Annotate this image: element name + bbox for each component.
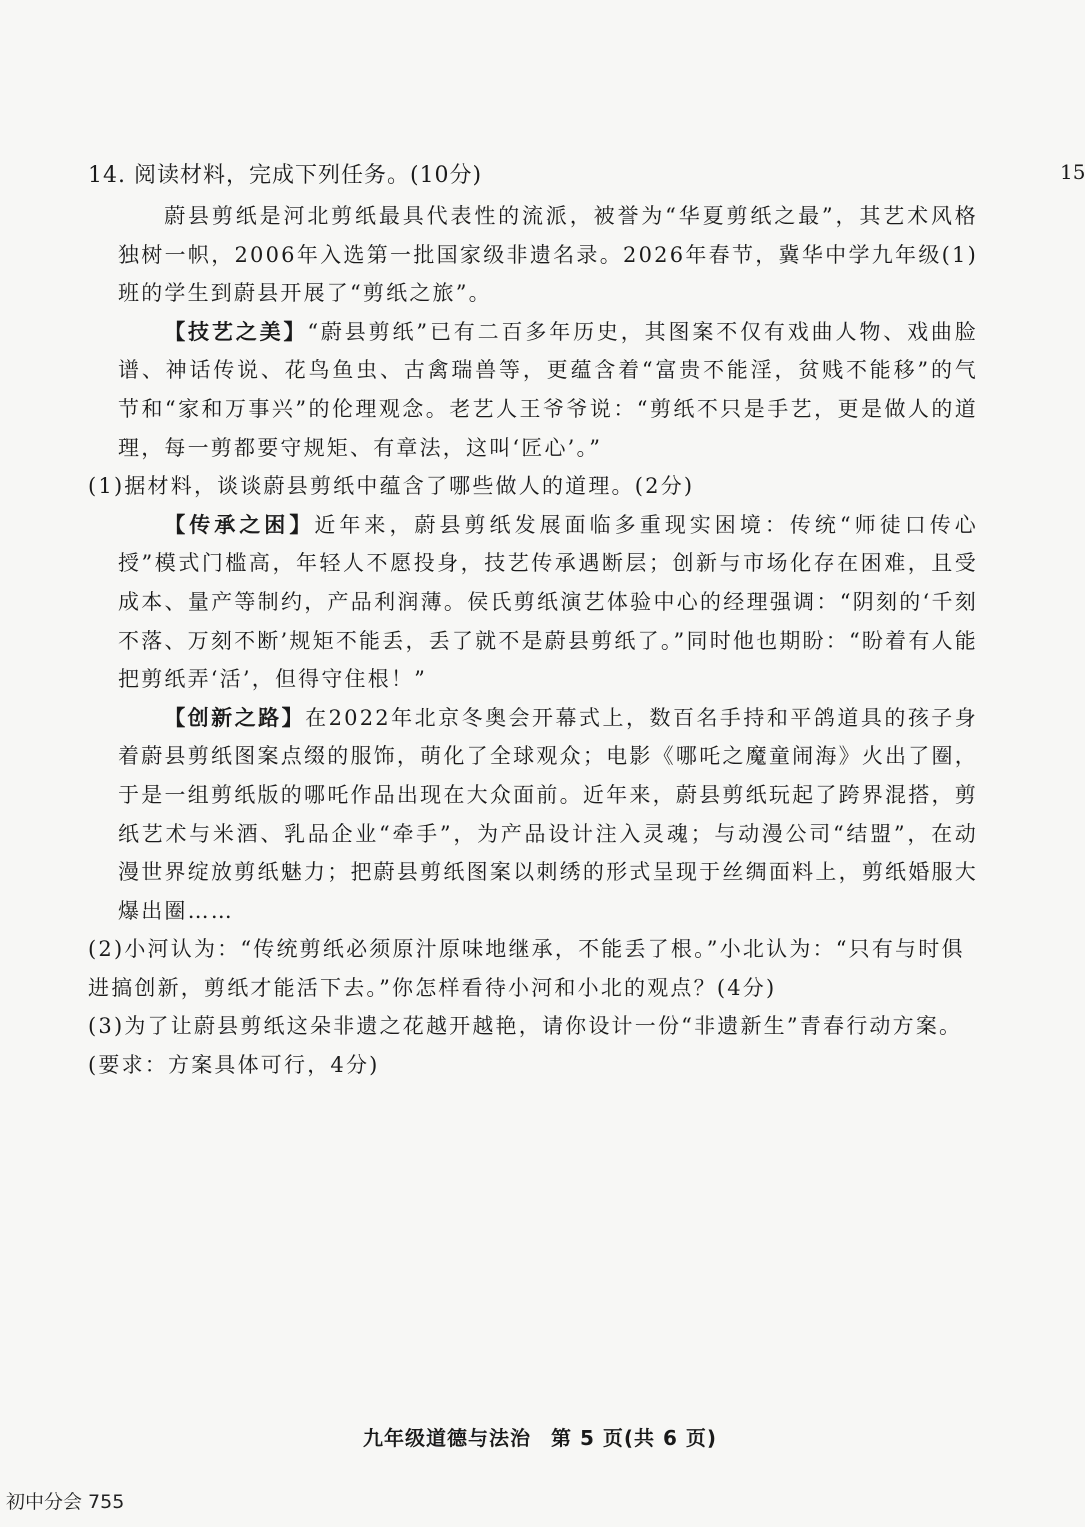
page-footer <box>0 1422 1080 1451</box>
question-title: 14. 阅读材料，完成下列任务。(10分) <box>88 163 483 188</box>
section-heritage-text: 近年来，蔚县剪纸发展面临多重现实困境：传统“师徒口传心授”模式门槛高，年轻人不愿投身，技艺传承遇断层；创新与市场化存在困难，且受成本、量产等制约，产品利润薄。侯氏剪纸演艺体验中心的经理强调：“阴刻的‘千刻不落、万刻不断’规矩不能丢，丢了就不是蔚县剪纸了。”同时他也期盼：“盼着有人能把剪纸弄‘活’，但得守住根！” <box>118 512 978 692</box>
footer-subject: 九年级道德与法治 <box>363 1426 532 1450</box>
task-1: (1)据材料，谈谈蔚县剪纸中蕴含了哪些做人的道理。(2分) <box>88 474 695 499</box>
question-body <box>88 197 978 1085</box>
task-2: (2)小河认为：“传统剪纸必须原汁原味地继承，不能丢了根。”小北认为：“只有与时俱进搞创新，剪纸才能活下去。”你怎样看待小河和小北的观点？(4分) <box>88 937 965 1000</box>
section-innovation-tag: 【创新之路】 <box>164 705 306 730</box>
section-innovation-text: 在2022年北京冬奥会开幕式上，数百名手持和平鸽道具的孩子身着蔚县剪纸图案点缀的服饰，萌化了全球观众；电影《哪吒之魔童闹海》火出了圈，于是一组剪纸版的哪吒作品出现在大众面前。近年来，蔚县剪纸玩起了跨界混搭，剪纸艺术与米酒、乳品企业“牵手”，为产品设计注入灵魂；与动漫公司“结盟”，在动漫世界绽放剪纸魅力；把蔚县剪纸图案以刺绣的形式呈现于丝绸面料上，剪纸婚服大爆出圈…… <box>118 705 978 923</box>
task-3: (3)为了让蔚县剪纸这朵非遗之花越开越艳，请你设计一份“非遗新生”青春行动方案。(要求：方案具体可行，4分) <box>88 1014 963 1078</box>
section-craft-text: “蔚县剪纸”已有二百多年历史，其图案不仅有戏曲人物、戏曲脸谱、神话传说、花鸟鱼虫、古禽瑞兽等，更蕴含着“富贵不能淫，贫贱不能移”的气节和“家和万事兴”的伦理观念。老艺人王爷爷说：“剪纸不只是手艺，更是做人的道理，每一剪都要守规矩、有章法，这叫‘匠心’。” <box>118 319 978 460</box>
section-heritage-paragraph <box>118 506 978 699</box>
section-innovation-paragraph <box>118 699 978 931</box>
section-craft-paragraph <box>118 313 978 467</box>
section-heritage-tag: 【传承之困】 <box>164 512 315 537</box>
side-number: 15 <box>1060 160 1085 184</box>
section-craft-tag: 【技艺之美】 <box>164 319 308 344</box>
footer-page-number: 第 5 页(共 6 页) <box>551 1426 717 1450</box>
intro-paragraph: 蔚县剪纸是河北剪纸最具代表性的流派，被誉为“华夏剪纸之最”，其艺术风格独树一帜，2006年入选第一批国家级非遗名录。2026年春节，冀华中学九年级(1)班的学生到蔚县开展了“剪纸之旅”。 <box>118 204 978 306</box>
watermark-text: 初中分会 755 <box>6 1491 125 1513</box>
